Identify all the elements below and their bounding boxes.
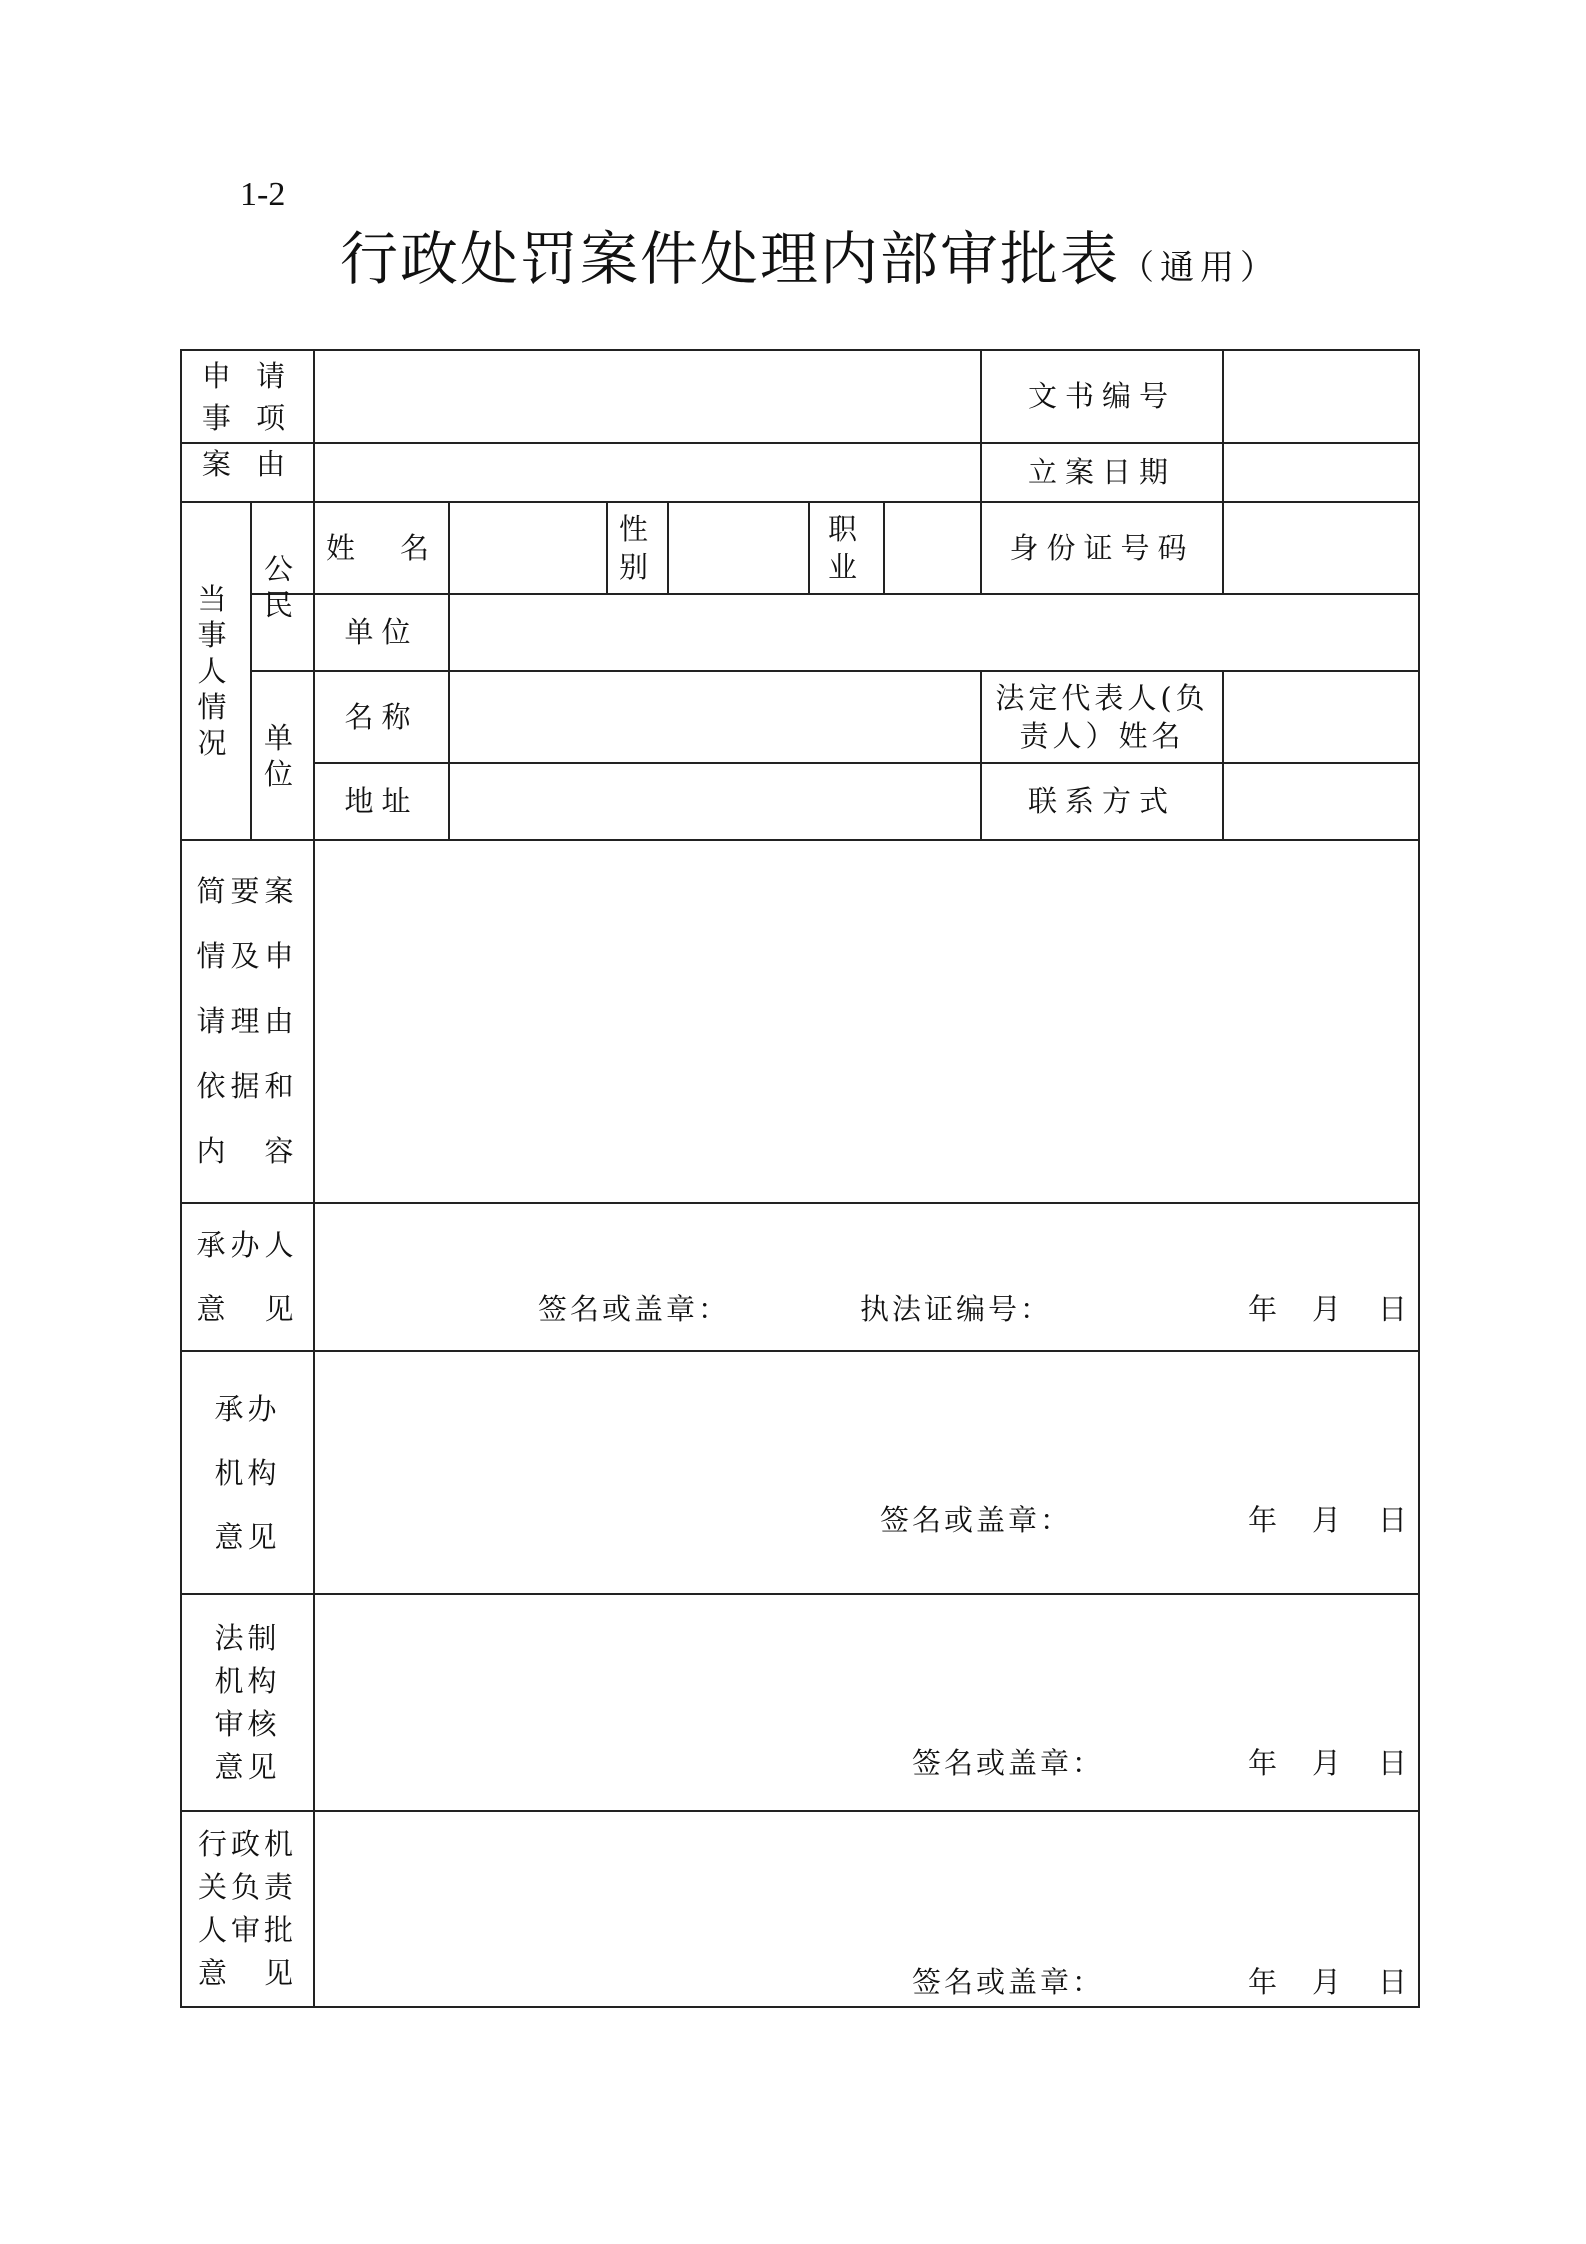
- form-number: 1-2: [240, 176, 286, 213]
- brief-case-label: 简要案 情及申 请理由 依据和 内 容: [196, 874, 299, 1168]
- contact-label: 联系方式: [1027, 784, 1176, 819]
- doc-number-label: 文书编号: [1027, 379, 1176, 414]
- org-opinion-label: 承办 机构 意见: [214, 1391, 281, 1554]
- filing-date-field[interactable]: [1224, 444, 1418, 501]
- legal-sign-label: 签名或盖章：: [912, 1746, 1105, 1780]
- contact-field[interactable]: [1224, 764, 1418, 839]
- org-year: 年: [1248, 1503, 1281, 1537]
- person-name-field[interactable]: [450, 503, 606, 593]
- table-border-bottom: [180, 2006, 1420, 2008]
- org-day: 日: [1378, 1503, 1411, 1537]
- case-cause-label: 案 由: [201, 446, 294, 481]
- chief-sign-label: 签名或盖章：: [912, 1965, 1105, 1999]
- gender-field[interactable]: [669, 503, 808, 593]
- unit-name-field[interactable]: [450, 672, 980, 762]
- doc-number-field[interactable]: [1224, 351, 1418, 442]
- legal-review-label: 法制 机构 审核 意见: [214, 1620, 281, 1784]
- org-opinion-field[interactable]: [315, 1352, 1418, 1593]
- party-info-label: 当 事 人 情 况: [197, 582, 235, 760]
- workplace-label: 单位: [344, 615, 419, 650]
- handler-day: 日: [1378, 1292, 1411, 1326]
- legal-year: 年: [1248, 1746, 1281, 1780]
- title-main: 行政处罚案件处理内部审批表: [340, 225, 1121, 293]
- id-number-field[interactable]: [1224, 503, 1418, 593]
- org-month: 月: [1312, 1503, 1345, 1537]
- citizen-label: 公 民: [263, 551, 301, 622]
- legal-month: 月: [1312, 1746, 1345, 1780]
- handler-opinion-label: 承办人 意 见: [196, 1228, 299, 1326]
- address-field[interactable]: [450, 764, 980, 839]
- unit-name-label: 名称: [344, 699, 419, 734]
- page-title: [340, 212, 1280, 296]
- gender-label: 性 别: [618, 512, 656, 584]
- chief-approval-label: 行政机 关负责 人审批 意 见: [197, 1827, 297, 1990]
- brief-case-field[interactable]: [315, 841, 1418, 1202]
- filing-date-label: 立案日期: [1027, 455, 1176, 490]
- occupation-field[interactable]: [885, 503, 980, 593]
- case-cause-field[interactable]: [315, 444, 980, 501]
- occupation-label: 职 业: [827, 512, 865, 584]
- person-name-label: 姓 名: [325, 530, 437, 565]
- handler-sign-label: 签名或盖章：: [538, 1292, 731, 1326]
- unit-label: 单 位: [263, 720, 301, 791]
- org-sign-label: 签名或盖章：: [880, 1503, 1073, 1537]
- handler-year: 年: [1248, 1292, 1281, 1326]
- handler-cert-label: 执法证编号：: [860, 1292, 1053, 1326]
- chief-year: 年: [1248, 1965, 1281, 1999]
- title-suffix: （通用）: [1120, 248, 1281, 288]
- legal-rep-label: 法定代表人(负 责人）姓名: [995, 681, 1209, 753]
- table-border-right: [1418, 349, 1420, 2008]
- chief-month: 月: [1312, 1965, 1345, 1999]
- apply-item-label: 申 请 事 项: [201, 358, 294, 435]
- address-label: 地址: [344, 784, 419, 819]
- legal-day: 日: [1378, 1746, 1411, 1780]
- handler-opinion-field[interactable]: [315, 1204, 1418, 1350]
- workplace-field[interactable]: [450, 595, 1418, 670]
- handler-month: 月: [1312, 1292, 1345, 1326]
- apply-item-field[interactable]: [315, 351, 980, 442]
- legal-rep-field[interactable]: [1224, 672, 1418, 762]
- chief-day: 日: [1378, 1965, 1411, 1999]
- id-number-label: 身份证号码: [1009, 530, 1195, 565]
